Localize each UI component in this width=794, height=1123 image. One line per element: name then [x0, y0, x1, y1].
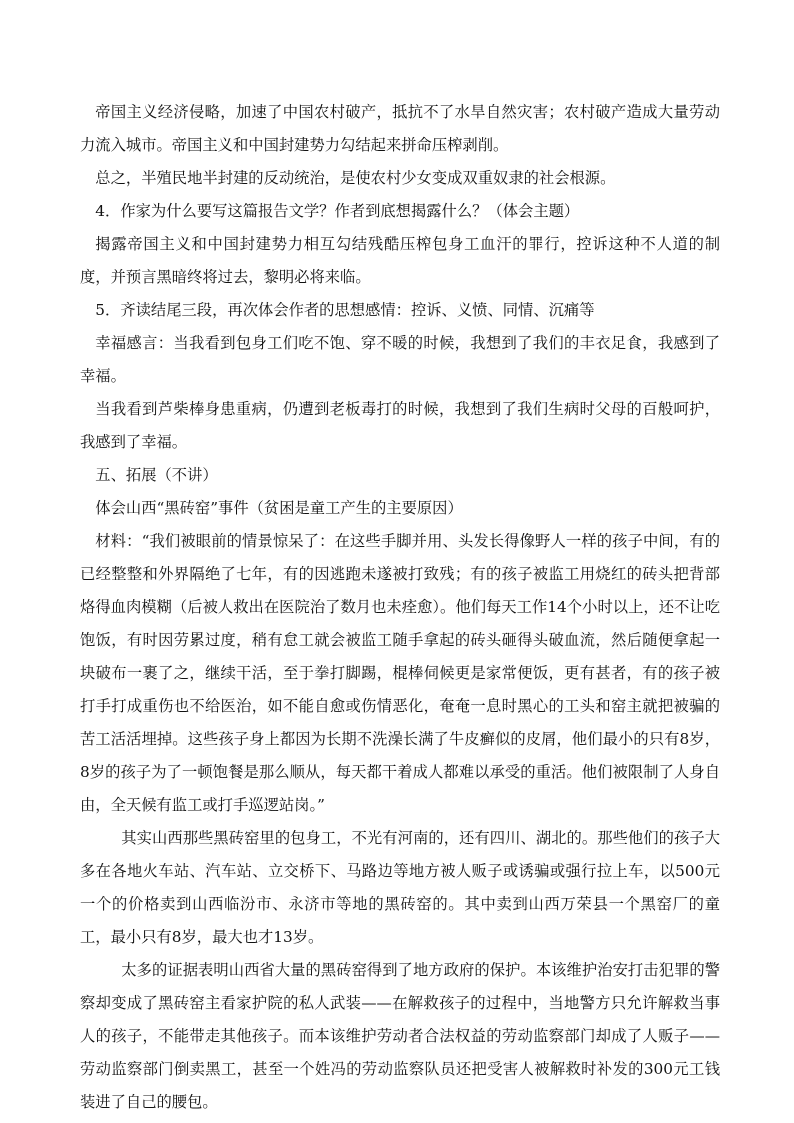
- brick-kiln-topic: 体会山西“黑砖窑”事件（贫困是童工产生的主要原因）: [95, 499, 463, 517]
- question-5: 5．齐读结尾三段，再次体会作者的思想感情：控诉、义愤、同情、沉痛等: [95, 301, 595, 319]
- happiness-remark-2: 当我看到芦柴棒身患重病，仍遭到老板毒打的时候，我想到了我们生病时父母的百般呵护，我感到了幸福。: [80, 400, 720, 451]
- document-page: [80, 96, 720, 1119]
- paragraph-child-laborers: 其实山西那些黑砖窑里的包身工，不光有河南的，还有四川、湖北的。那些他们的孩子大多在各地火车站、汽车站、立交桥下、马路边等地方被人贩子或诱骗或强行拉上车，以500元一个的价格卖到山西临汾市、永济市等地的黑砖窑的。其中卖到山西万荣县一个黑窑厂的童工，最小只有8岁，最大也才13岁。: [80, 829, 720, 946]
- paragraph-summary: 总之，半殖民地半封建的反动统治，是使农村少女变成双重奴隶的社会根源。: [95, 169, 616, 187]
- paragraph-imperialism: 帝国主义经济侵略，加速了中国农村破产，抵抗不了水旱自然灾害；农村破产造成大量劳动力流入城市。帝国主义和中国封建势力勾结起来拼命压榨剥削。: [80, 103, 720, 154]
- section-heading-extension: 五、拓展（不讲）: [95, 466, 218, 484]
- question-4: 4．作家为什么要写这篇报告文学？作者到底想揭露什么？（体会主题）: [95, 202, 580, 220]
- happiness-remark-1: 幸福感言：当我看到包身工们吃不饱、穿不暖的时候，我想到了我们的丰衣足食，我感到了幸福。: [80, 334, 720, 385]
- material-quote: 材料：“我们被眼前的情景惊呆了：在这些手脚并用、头发长得像野人一样的孩子中间，有的已经整整和外界隔绝了七年，有的因逃跑未遂被打致残；有的孩子被监工用烧红的砖头把背部烙得血肉模糊（后被人救出在医院治了数月也未痊愈）。他们每天工作14个小时以上，还不让吃饱饭，有时因劳累过度，稍有怠工就会被监工随手拿起的砖头砸得头破血流，然后随便拿起一块破布一裹了之，继续干活，至于拳打脚踢，棍棒伺候更是家常便饭，更有甚者，有的孩子被打手打成重伤也不给医治，如不能自愈或伤情恶化，奄奄一息时黑心的工头和窑主就把被骗的苦工活活埋掉。这些孩子身上都因为长期不洗澡长满了牛皮癣似的皮屑，他们最小的只有8岁，8岁的孩子为了一顿饱餐是那么顺从，每天都干着成人都难以承受的重活。他们被限制了人身自由，全天候有监工或打手巡逻站岗。”: [80, 532, 720, 814]
- answer-4: 揭露帝国主义和中国封建势力相互勾结残酷压榨包身工血汗的罪行，控诉这种不人道的制度，并预言黑暗终将过去，黎明必将来临。: [80, 235, 720, 286]
- paragraph-government-protection: 太多的证据表明山西省大量的黑砖窑得到了地方政府的保护。本该维护治安打击犯罪的警察却变成了黑砖窑主看家护院的私人武装——在解救孩子的过程中，当地警方只允许解救当事人的孩子，不能带走其他孩子。而本该维护劳动者合法权益的劳动监察部门却成了人贩子——劳动监察部门倒卖黑工，甚至一个姓冯的劳动监察队员还把受害人被解救时补发的300元工钱装进了自己的腰包。: [80, 961, 720, 1111]
